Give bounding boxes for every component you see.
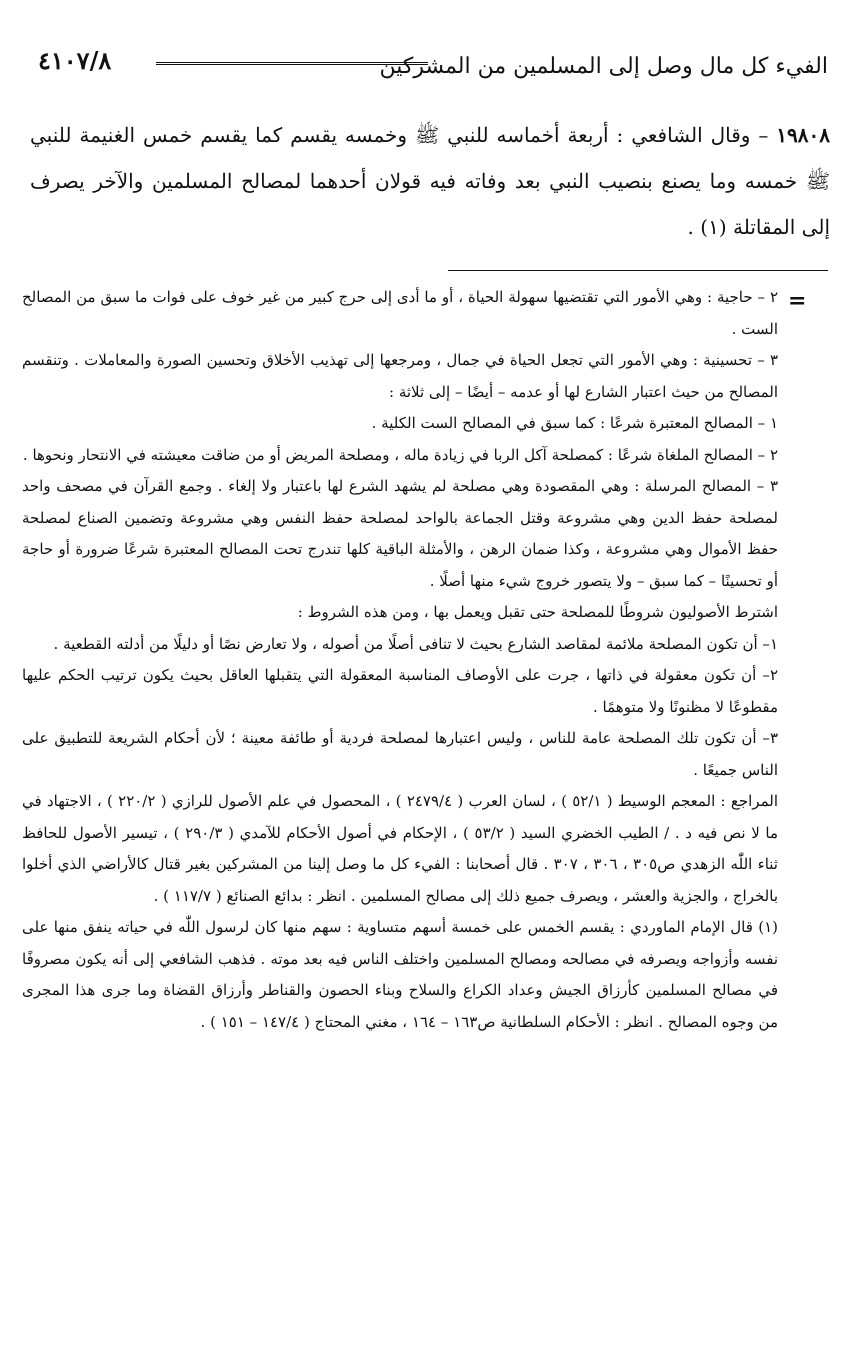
footnote-line: ١– أن تكون المصلحة ملائمة لمقاصد الشارع بحيث لا تنافى أصلًا من أصوله ، ولا تعارض نصًا أو دليلًا من أدلته القطعية . xyxy=(53,634,778,653)
page-header xyxy=(38,40,828,90)
page-reference: ٤١٠٧/٨ xyxy=(38,46,112,75)
footnote-line: اشترط الأصوليون شروطًا للمصلحة حتى تقبل ويعمل بها ، ومن هذه الشروط : xyxy=(297,603,778,621)
footnote-line: ٣– أن تكون تلك المصلحة عامة للناس ، وليس اعتبارها لمصلحة فردية أو طائفة معينة ؛ لأن أحكام الشريعة للتطبيق على الناس جميعًا . xyxy=(22,729,778,779)
footnotes xyxy=(22,282,778,1038)
header-rule xyxy=(156,62,428,65)
footnote-separator xyxy=(448,270,828,271)
paragraph-number: ١٩٨٠٨ xyxy=(776,123,831,147)
paragraph-text: – وقال الشافعي : أربعة أخماسه للنبي ﷺ وخمسه يقسم كما يقسم خمس الغنيمة للنبي ﷺ خمسه وما يصنع بنصيب النبي بعد وفاته فيه قولان أحدهما لمصالح المسلمين والآخر يصرف إلى المقاتلة (١) . xyxy=(30,123,830,239)
footnote-1: (١) قال الإمام الماوردي : يقسم الخمس على خمسة أسهم متساوية : سهم منها كان لرسول اللّٰه في حياته ينفق منها على نفسه وأزواجه ويصرفه في مصالحه ومصالح المسلمين واختلف الناس فيه بعد موته . فذهب الشافعي إلى أنه يكون مصروفًا في مصالح المسلمين كأرزاق الجيش وعداد الكراع والسلاح وبناء الحصون والقناطر وأرزاق القضاة وما جرى هذا المجرى من وجوه المصالح . انظر : الأحكام السلطانية ص١٦٣ – ١٦٤ ، مغني المحتاج ( ١٤٧/٤ – ١٥١ ) . xyxy=(22,918,778,1031)
footnote-line: ٢ – المصالح الملغاة شرعًا : كمصلحة آكل الربا في زيادة ماله ، ومصلحة المريض أو من ضاقت معيشته في الانتحار ونحوها . xyxy=(22,445,778,464)
footnote-line: ٢– أن تكون معقولة في ذاتها ، جرت على الأوصاف المناسبة المعقولة التي يتقبلها العاقل بحيث يكون ترتيب الحكم عليها مقطوعًا لا مظنونًا ولا متوهمًا . xyxy=(22,666,778,716)
running-title: الفيء كل مال وصل إلى المسلمين من المشركين xyxy=(379,54,828,79)
footnote-references: المراجع : المعجم الوسيط ( ٥٢/١ ) ، لسان العرب ( ٢٤٧٩/٤ ) ، المحصول في علم الأصول للرازي ( ٢٢٠/٢ ) ، الاجتهاد في ما لا نص فيه د . / الطيب الخضري السيد ( ٥٣/٢ ) ، الإحكام في أصول الأحكام للآمدي ( ٢٩٠/٣ ) ، تيسير الأصول للحافظ ثناء اللّٰه الزهدي ص٣٠٥ ، ٣٠٦ ، ٣٠٧ . قال أصحابنا : الفيء كل ما وصل إلينا من المشركين بغير قتال كالأراضي الذي أخلوا بالخراج ، والجزية والعشر ، ويصرف جميع ذلك إلى مصالح المسلمين . انظر : بدائع الصنائع ( ١١٧/٧ ) . xyxy=(22,792,779,905)
main-paragraph xyxy=(30,112,830,250)
footnote-line: ٣ – تحسينية : وهي الأمور التي تجعل الحياة في جمال ، ومرجعها إلى تهذيب الأخلاق وتحسين الصورة والمعاملات . وتنقسم المصالح من حيث اعتبار الشارع لها أو عدمه – أيضًا – إلى ثلاثة : xyxy=(22,351,778,401)
footnote-line: ١ – المصالح المعتبرة شرعًا : كما سبق في المصالح الست الكلية . xyxy=(371,414,778,432)
footnote-line: ٣ – المصالح المرسلة : وهي المقصودة وهي مصلحة لم يشهد الشرع لها باعتبار ولا إلغاء . وجمع القرآن في مصحف واحد لمصلحة حفظ الدين وهي مشروعة وقتل الجماعة بالواحد لمصلحة حفظ النفس وهي مشروعة وتضمين الصناع لمصلحة حفظ الأموال وهي مشروعة ، وكذا ضمان الرهن ، والأمثلة الباقية كلها تندرج تحت المصالح المعتبرة شرعًا ضرورة أو حاجة أو تحسينًا – كما سبق – ولا يتصور خروج شيء منها أصلًا . xyxy=(22,477,778,590)
continuation-mark: = xyxy=(788,288,807,314)
footnote-line: ٢ – حاجية : وهي الأمور التي تقتضيها سهولة الحياة ، أو ما أدى إلى حرج كبير من غير خوف على فوات ما سبق من المصالح الست . xyxy=(22,288,778,338)
